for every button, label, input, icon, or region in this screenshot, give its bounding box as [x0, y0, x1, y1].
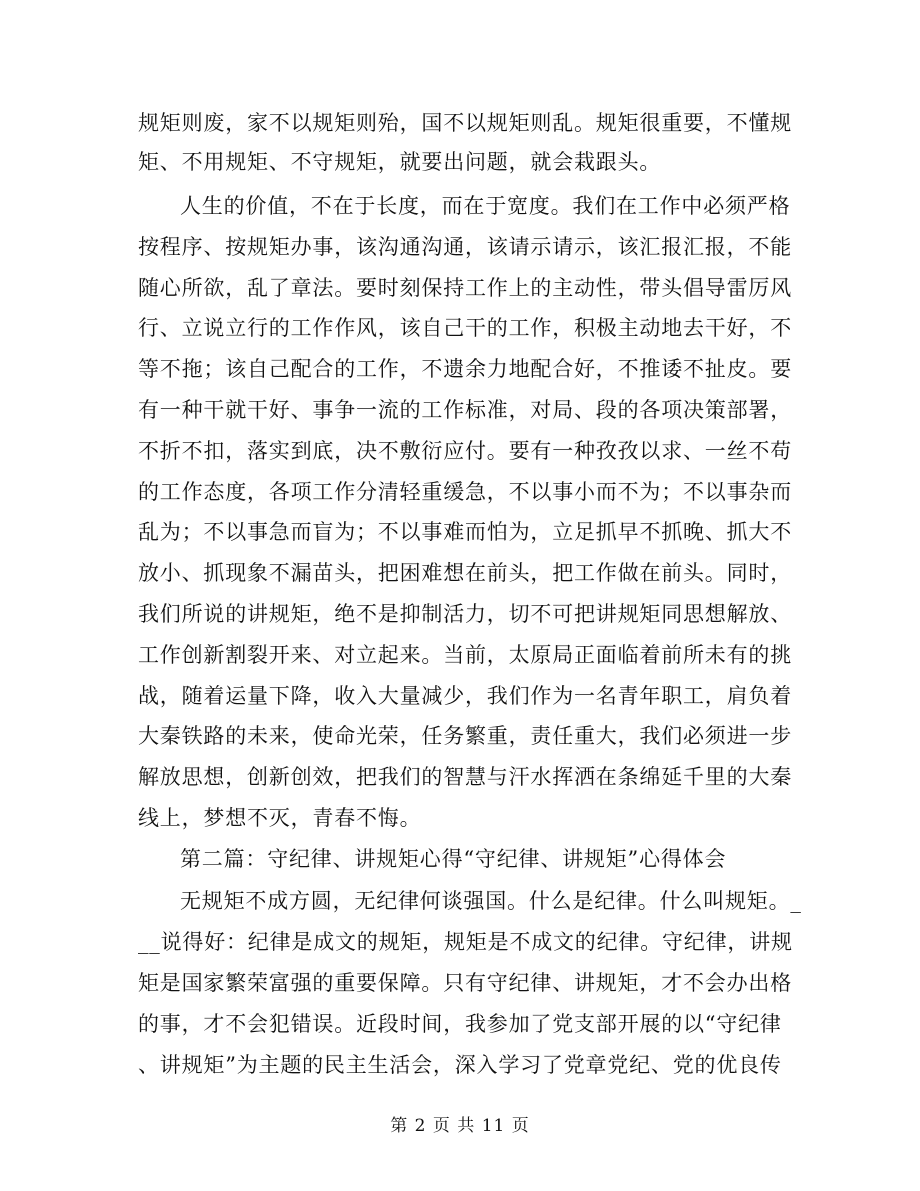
text-line: 大秦铁路的未来，使命光荣，任务繁重，责任重大，我们必须进一步: [138, 724, 792, 748]
paragraph-first-line: 无规矩不成方圆，无纪律何谈强国。什么是纪律。什么叫规矩。_: [180, 889, 802, 913]
text-line: 有一种干就干好、事争一流的工作标准，对局、段的各项决策部署，: [138, 398, 792, 422]
text-line: 乱为；不以事急而盲为；不以事难而怕为，立足抓早不抓晚、抓大不: [138, 520, 792, 544]
text-line: 等不拖；该自己配合的工作，不遗余力地配合好，不推诿不扯皮。要: [138, 357, 792, 381]
text-line: 规矩则废，家不以规矩则殆，国不以规矩则乱。规矩很重要，不懂规: [138, 111, 792, 135]
text-line: 的事，才不会犯错误。近段时间，我参加了党支部开展的以“守纪律: [138, 1012, 782, 1036]
text-line: 线上，梦想不灭，青春不悔。: [138, 806, 422, 830]
section-heading: 第二篇：守纪律、讲规矩心得“守纪律、讲规矩”心得体会: [180, 847, 727, 871]
paragraph-first-line: 人生的价值，不在于长度，而在于宽度。我们在工作中必须严格: [180, 194, 791, 218]
text-line: 的工作态度，各项工作分清轻重缓急，不以事小而不为；不以事杂而: [138, 480, 792, 504]
text-line: 按程序、按规矩办事，该沟通沟通，该请示请示，该汇报汇报，不能: [138, 235, 792, 259]
text-line: 解放思想，创新创效，把我们的智慧与汗水挥洒在条绵延千里的大秦: [138, 765, 792, 789]
text-line: 工作创新割裂开来、对立起来。当前，太原局正面临着前所未有的挑: [138, 643, 792, 667]
text-line: 放小、抓现象不漏苗头，把困难想在前头，把工作做在前头。同时，: [138, 561, 792, 585]
text-line: 、讲规矩”为主题的民主生活会，深入学习了党章党纪、党的优良传: [138, 1053, 782, 1077]
text-line: 随心所欲，乱了章法。要时刻保持工作上的主动性，带头倡导雷厉风: [138, 276, 792, 300]
text-line: 行、立说立行的工作作风，该自己干的工作，积极主动地去干好，不: [138, 316, 792, 340]
text-line: 战，随着运量下降，收入大量减少，我们作为一名青年职工，肩负着: [138, 684, 792, 708]
text-line: 我们所说的讲规矩，绝不是抑制活力，切不可把讲规矩同思想解放、: [138, 602, 792, 626]
text-line: 矩、不用规矩、不守规矩，就要出问题，就会栽跟头。: [138, 150, 662, 174]
text-line: 矩是国家繁荣富强的重要保障。只有守纪律、讲规矩，才不会办出格: [138, 971, 792, 995]
page-number-footer: 第 2 页 共 11 页: [390, 1116, 530, 1136]
text-line: 不折不扣，落实到底，决不敷衍应付。要有一种孜孜以求、一丝不苟: [138, 439, 792, 463]
text-line: __说得好：纪律是成文的规矩，规矩是不成文的纪律。守纪律，讲规: [138, 930, 793, 954]
